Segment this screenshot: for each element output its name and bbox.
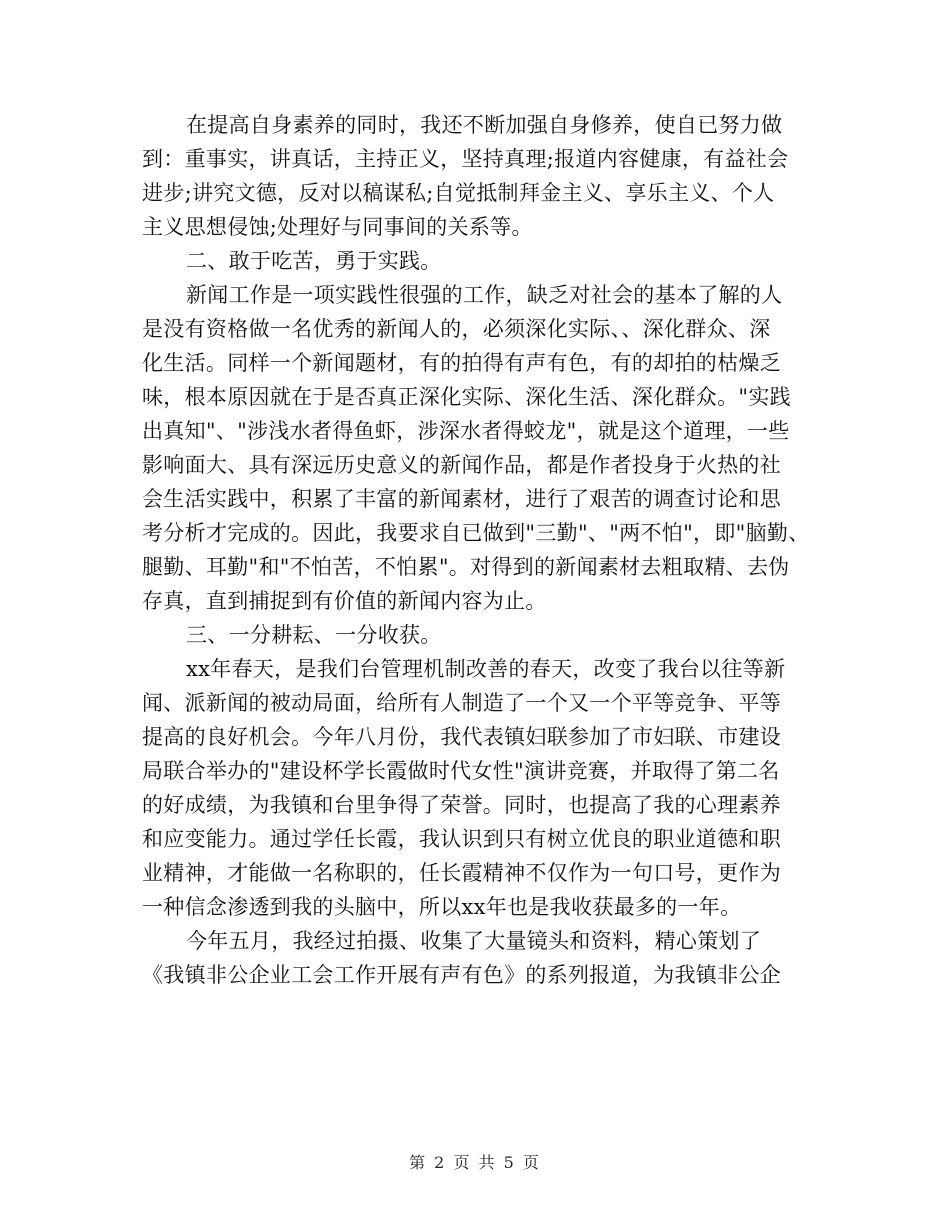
text-line: 今年五月，我经过拍摄、收集了大量镜头和资料，精心策划了 [186,929,762,953]
text-line: 一种信念渗透到我的头脑中，所以xx年也是我收获最多的一年。 [142,895,742,919]
text-line: 《我镇非公企业工会工作开展有声有色》的系列报道，为我镇非公企 [142,963,781,987]
section-heading: 二、敢于吃苦，勇于实践。 [186,249,442,273]
text-line: 化生活。同样一个新闻题材，有的拍得有声有色，有的却拍的枯燥乏 [142,351,781,375]
text-line: 闻、派新闻的被动局面，给所有人制造了一个又一个平等竞争、平等 [142,691,781,715]
section-heading: 三、一分耕耘、一分收获。 [186,623,442,647]
text-line: xx年春天，是我们台管理机制改善的春天，改变了我台以往等新 [186,657,786,681]
document-body [142,108,832,992]
text-line: 腿勤、耳勤"和"不怕苦，不怕累"。对得到的新闻素材去粗取精、去伪 [142,555,790,579]
page-number-footer: 第 2 页 共 5 页 [409,1153,541,1172]
text-line: 和应变能力。通过学任长霞，我认识到只有树立优良的职业道德和职 [142,827,781,851]
text-line: 在提高自身素养的同时，我还不断加强自身修养，使自已努力做 [186,113,783,137]
text-line: 影响面大、具有深远历史意义的新闻作品，都是作者投身于火热的社 [142,453,781,477]
text-line: 考分析才完成的。因此，我要求自已做到"三勤"、"两不怕"，即"脑勤、 [142,521,810,545]
text-line: 味，根本原因就在于是否真正深化实际、深化生活、深化群众。"实践 [142,385,791,409]
text-line: 是没有资格做一名优秀的新闻人的，必须深化实际、、深化群众、深 [142,317,771,341]
text-line: 进步;讲究文德，反对以稿谋私;自觉抵制拜金主义、享乐主义、个人 [142,181,775,205]
text-line: 新闻工作是一项实践性很强的工作，缺乏对社会的基本了解的人 [186,283,783,307]
text-line: 提高的良好机会。今年八月份，我代表镇妇联参加了市妇联、市建设 [142,725,781,749]
text-line: 出真知"、"涉浅水者得鱼虾，涉深水者得蛟龙"，就是这个道理，一些 [142,419,790,443]
text-line: 业精神，才能做一名称职的，任长霞精神不仅作为一句口号，更作为 [142,861,781,885]
text-line: 存真，直到捕捉到有价值的新闻内容为止。 [142,589,547,613]
text-line: 的好成绩，为我镇和台里争得了荣誉。同时，也提高了我的心理素养 [142,793,781,817]
text-line: 局联合举办的"建设杯学长霞做时代女性"演讲竞赛，并取得了第二名 [142,759,780,783]
text-line: 到：重事实，讲真话，主持正义，坚持真理;报道内容健康，有益社会 [142,147,789,171]
text-line: 主义思想侵蚀;处理好与同事间的关系等。 [142,215,533,239]
text-line: 会生活实践中，积累了丰富的新闻素材，进行了艰苦的调查讨论和思 [142,487,781,511]
